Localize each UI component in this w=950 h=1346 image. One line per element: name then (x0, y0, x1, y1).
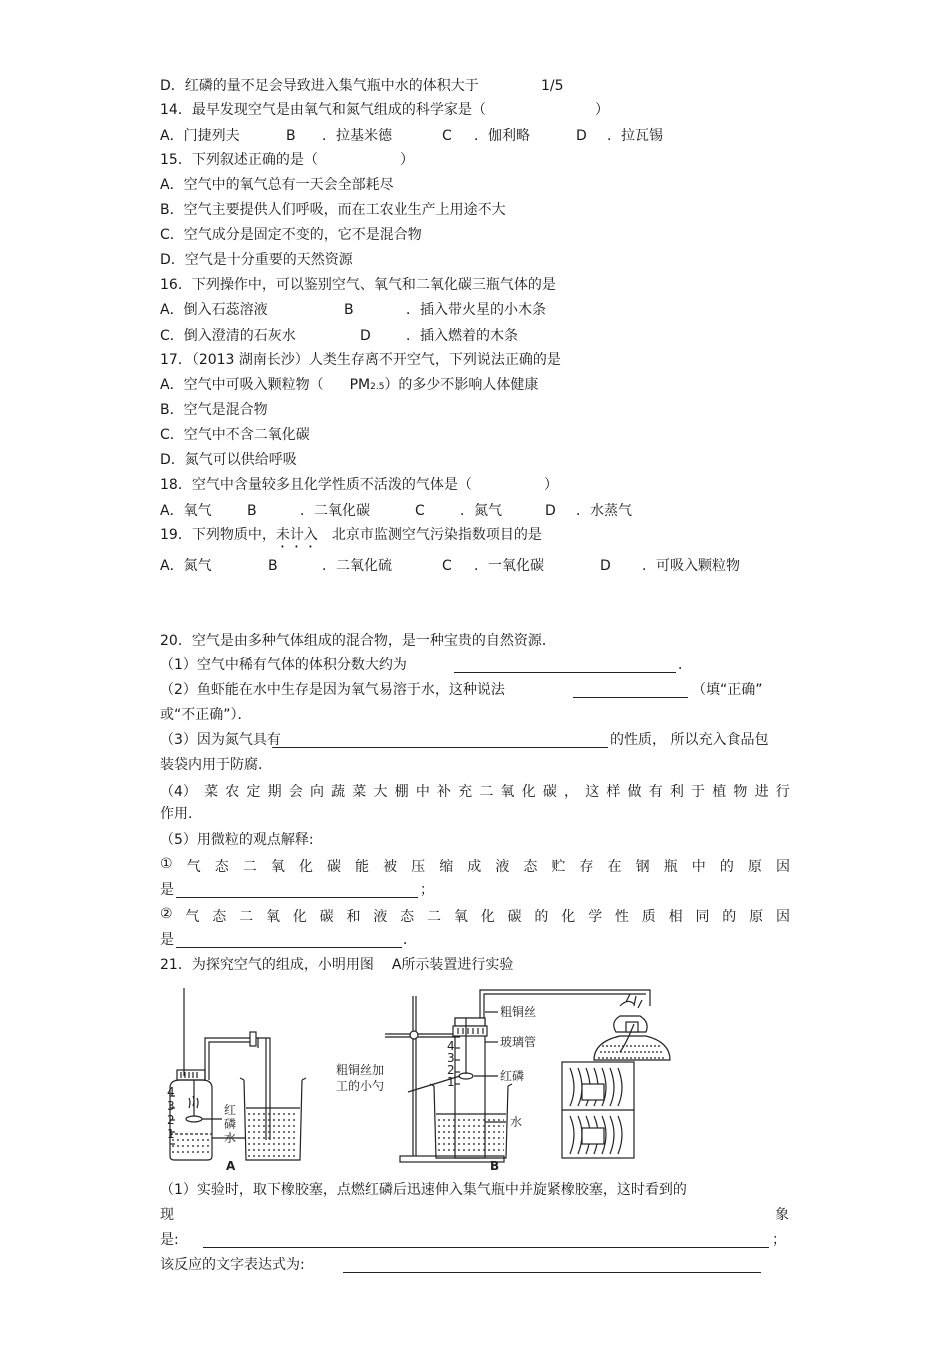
q20-part5-1-char: 的 (719, 859, 734, 875)
q20-part5-2-char: 态 (400, 909, 415, 925)
q20-part4-char: 中 (415, 784, 430, 800)
q20-part5-2-blank[interactable] (176, 947, 402, 948)
q18-stem-close: ） (544, 477, 558, 493)
q20-part4-char: 菜 (204, 784, 219, 800)
q20-part5-1-char: 气 (186, 859, 201, 875)
figure-b-spoon-label-1: 粗铜丝加 (336, 1063, 385, 1077)
q20-part4-char: 充 (458, 784, 473, 800)
q20-part5-1-char: 态 (523, 859, 538, 875)
q14-stem-close: ） (595, 102, 609, 118)
figure-b-water-label: 水 (510, 1115, 523, 1129)
figure-a-red-p-label-2: 磷 (224, 1117, 237, 1131)
q15-option-a: A．空气中的氧气总有一天会全部耗尽 (160, 177, 394, 193)
q20-part4-char: 大 (373, 784, 388, 800)
q19-option-c-text: ．一氧化碳 (474, 558, 544, 574)
q17-option-c: C．空气中不含二氧化碳 (160, 427, 310, 443)
q20-part4 (160, 781, 790, 801)
q20-part4-char: 棚 (394, 784, 409, 800)
q21-part1-end: ； (772, 1232, 786, 1248)
q20-part4-char: 会 (288, 784, 303, 800)
q20-part5-2-char: 氧 (453, 909, 468, 925)
q16-option-d-letter: D (360, 328, 371, 344)
q14-option-d-text: ．拉瓦锡 (607, 128, 663, 144)
q20-part2-end: （填“正确” (692, 682, 763, 698)
q20-part5-1 (160, 856, 790, 876)
q20-part4-char: 于 (691, 784, 706, 800)
q20-part5-1-char: 瓶 (663, 859, 678, 875)
q20-part4-char: 农 (225, 784, 240, 800)
q21-part2-blank[interactable] (343, 1272, 761, 1273)
q20-part5-1-char: 化 (298, 859, 313, 875)
q20-part4-char: 期 (267, 784, 282, 800)
q20-part4-char: 物 (733, 784, 748, 800)
q20-part5-1-char: 态 (214, 859, 229, 875)
q21-part1: （1）实验时，取下橡胶塞，点燃红磷后迅速伸入集气瓶中并旋紧橡胶塞，这时看到的 (160, 1182, 687, 1198)
q15-stem-close: ） (400, 152, 414, 168)
q14-option-b-text: ．拉基米德 (322, 128, 392, 144)
q19-option-b-letter: B (268, 558, 278, 574)
q20-part5-1-char: 中 (691, 859, 706, 875)
q20-part5-1-char: ① (160, 856, 173, 872)
q21-apparatus-figure (150, 988, 810, 1173)
q20-part5-1-char: 碳 (326, 859, 341, 875)
q20-part5-2-char: 碳 (319, 909, 334, 925)
q14-option-b-letter: B (286, 128, 296, 144)
q20-part4-char: 蔬 (331, 784, 346, 800)
q20-part4-char: 氧 (500, 784, 515, 800)
q20-part3-cont: 装袋内用于防腐. (160, 757, 263, 773)
q20-part5-2-char: 原 (749, 909, 764, 925)
q20-part5-2-char: 的 (722, 909, 737, 925)
q19-option-c-letter: C (442, 558, 452, 574)
q20-part5-1-char: 二 (242, 859, 257, 875)
figure-burner (562, 994, 670, 1158)
q21-part2: 该反应的文字表达式为: (160, 1257, 305, 1273)
q20-part5-2-char: 相 (668, 909, 683, 925)
q21-stem (160, 956, 513, 974)
q20-part1-end: ． (678, 657, 692, 673)
q20-part4-char: 做 (627, 784, 642, 800)
q17-option-a-post: ）的多少不影响人体健康 (384, 377, 539, 393)
figure-b-red-p-label: 红磷 (500, 1069, 525, 1083)
q14-option-c-text: ．伽利略 (474, 128, 530, 144)
q20-part1-blank[interactable] (454, 672, 676, 673)
q20-part3: （3）因为氮气具有 (160, 732, 281, 748)
figure-b-glass-tube-label: 玻璃管 (500, 1035, 537, 1049)
q17-option-a-sub: 2.5 (370, 382, 385, 392)
q21-stem-post: 所示装置进行实验 (401, 957, 514, 973)
q20-part5-2-char: 同 (695, 909, 710, 925)
figure-a-mark-1: 1 (167, 1127, 175, 1141)
q20-part5: （5）用微粒的观点解释: (160, 832, 314, 848)
q20-part5-2-char: 二 (427, 909, 441, 925)
q20-part5-1-char: 贮 (551, 859, 566, 875)
q20-stem: 20．空气是由多种气体组成的混合物，是一种宝贵的自然资源． (160, 633, 556, 649)
q17-option-a (160, 376, 538, 396)
q20-part5-2-char: 气 (185, 909, 200, 925)
q19-stem-pre: 19．下列物质中， (160, 527, 276, 543)
q20-part4-char: 进 (754, 784, 769, 800)
q20-part4-char: 补 (436, 784, 451, 800)
figure-b-label: B (490, 1159, 500, 1173)
q20-part5-2-char: 氧 (265, 909, 280, 925)
q20-part5-2-char: 质 (641, 909, 656, 925)
q20-part5-2-cont: 是 (160, 932, 174, 948)
q14-stem: 14．最早发现空气是由氧气和氮气组成的科学家是（ (160, 102, 486, 118)
q18-option-d-text: ．水蒸气 (576, 503, 632, 519)
q20-part1: （1）空气中稀有气体的体积分数大约为 (160, 657, 407, 673)
figure-a-beaker (202, 1078, 306, 1160)
q20-part3-blank[interactable] (272, 747, 608, 748)
q13-option-d: D．红磷的量不足会导致进入集气瓶中水的体积大于 (160, 78, 479, 94)
q14-option-d-letter: D (576, 128, 587, 144)
q20-part5-2-char: 性 (614, 909, 629, 925)
q16-stem: 16．下列操作中，可以鉴别空气、氧气和二氧化碳三瓶气体的是 (160, 277, 556, 293)
q20-part4-char: 化 (521, 784, 536, 800)
figure-a-water-label: 水 (224, 1131, 237, 1145)
figure-a-label: A (226, 1159, 236, 1173)
q16-option-d-text: ．插入燃着的木条 (406, 328, 518, 344)
q17-option-b: B．空气是混合物 (160, 402, 268, 418)
q20-part5-2-char: 和 (346, 909, 361, 925)
q21-part1-label: 是: (160, 1232, 179, 1248)
q20-part5-1-char: 存 (579, 859, 594, 875)
q20-part5-1-char: 成 (467, 859, 482, 875)
q18-option-c-letter: C (415, 503, 425, 519)
figure-b-mark-3: 3 (447, 1051, 455, 1065)
q15-stem: 15．下列叙述正确的是（ (160, 152, 318, 168)
figure-a-red-p-label-1: 红 (224, 1103, 237, 1117)
q18-option-c-text: ．氮气 (460, 503, 502, 519)
q13-option-d-fraction: 1/5 (541, 78, 564, 94)
figure-b-copper-wire-label: 粗铜丝 (500, 1005, 537, 1019)
q20-part4-char: 有 (648, 784, 663, 800)
q20-part4-char: 行 (775, 784, 790, 800)
q20-part4-char: 样 (606, 784, 621, 800)
q15-option-d: D．空气是十分重要的天然资源 (160, 252, 353, 268)
q20-part5-1-blank[interactable] (176, 897, 418, 898)
q16-option-a: A．倒入石蕊溶液 (160, 302, 268, 318)
q20-part4-char: 二 (479, 784, 494, 800)
q20-part5-2-char: 液 (373, 909, 388, 925)
q20-part4-char: 这 (585, 784, 600, 800)
q18-option-b-letter: B (247, 503, 257, 519)
q16-option-b-letter: B (344, 302, 354, 318)
q17-stem: 17．（2013 湖南长沙）人类生存离不开空气，下列说法正确的是 (160, 352, 561, 368)
q14-option-a: A．门捷列夫 (160, 128, 240, 144)
q20-part4-char: 菜 (352, 784, 367, 800)
q20-part5-1-char: 因 (775, 859, 790, 875)
figure-b-mark-1: 1 (447, 1075, 455, 1089)
q20-part5-1-char: 能 (355, 859, 369, 875)
q21-part1-blank[interactable] (203, 1247, 769, 1248)
q15-option-c: C．空气成分是固定不变的，它不是混合物 (160, 227, 422, 243)
q20-part2-cont: 或“不正确”）． (160, 707, 252, 723)
q20-part4-char: 碳 (542, 784, 557, 800)
q21-stem-pre: 21．为探究空气的组成，小明用图 (160, 957, 374, 973)
q20-part5-2-char: 化 (480, 909, 495, 925)
figure-b-mark-4: 4 (447, 1039, 455, 1053)
q19-stem-post: 北京市监测空气污染指数项目的是 (331, 527, 542, 543)
q20-part5-1-char: 钢 (635, 859, 650, 875)
q20-part2-blank[interactable] (573, 697, 688, 698)
q20-part5-2-end: ． (403, 932, 417, 948)
q20-part4-char: 植 (712, 784, 727, 800)
q19-stem-emphasis: 未计入 (275, 527, 318, 543)
q20-part5-2-char: 二 (239, 909, 254, 925)
q20-part5-1-char: 原 (747, 859, 762, 875)
q20-part5-1-char: 在 (607, 859, 622, 875)
q19-option-d-letter: D (600, 558, 611, 574)
q19-stem (160, 526, 542, 551)
q20-part5-2 (160, 906, 790, 926)
q20-part4-char: （4） (160, 784, 197, 800)
q20-part4-char: 向 (309, 784, 324, 800)
q20-part5-1-end: ； (420, 882, 434, 898)
q18-option-d-letter: D (545, 503, 556, 519)
q20-part5-1-char: 压 (411, 859, 426, 875)
q21-part1-char-a: 现 (160, 1207, 174, 1223)
q20-part5-1-char: 液 (495, 859, 510, 875)
q20-part5-1-char: 被 (383, 859, 398, 875)
q20-part5-2-char: 化 (561, 909, 576, 925)
q19-option-a: A．氮气 (160, 558, 212, 574)
q20-part4-char: 利 (669, 784, 684, 800)
figure-b-spoon-label-2: 工的小勺 (336, 1079, 385, 1093)
q18-stem: 18．空气中含量较多且化学性质不活泼的气体是（ (160, 477, 472, 493)
q20-part5-1-cont: 是 (160, 882, 174, 898)
figure-a-bottle (170, 988, 270, 1160)
q17-option-d: D．氮气可以供给呼吸 (160, 452, 297, 468)
q16-option-b-text: ．插入带火星的小木条 (406, 302, 546, 318)
q18-option-a: A．氧气 (160, 503, 212, 519)
q17-option-a-pre: A．空气中可吸入颗粒物（ (160, 377, 324, 393)
q15-option-b: B．空气主要提供人们呼吸，而在工农业生产上用途不大 (160, 202, 506, 218)
q14-option-c-letter: C (442, 128, 452, 144)
q19-option-b-text: ．二氧化硫 (322, 558, 392, 574)
q20-part5-2-char: 化 (292, 909, 307, 925)
q20-part2: （2）鱼虾能在水中生存是因为氧气易溶于水，这种说法 (160, 682, 505, 698)
q20-part5-2-char: 碳 (507, 909, 522, 925)
q20-part5-2-char: ② (160, 906, 173, 922)
q20-part4-char: 定 (246, 784, 261, 800)
figure-b-mark-2: 2 (447, 1063, 455, 1077)
q21-stem-a: A (391, 957, 402, 973)
q19-option-d-text: ．可吸入颗粒物 (642, 558, 740, 574)
q20-part5-2-char: 态 (212, 909, 227, 925)
figure-a-mark-4: 4 (167, 1085, 175, 1099)
q20-part5-2-char: 学 (588, 909, 603, 925)
q20-part5-2-char: 因 (775, 909, 790, 925)
figure-a-mark-2: 2 (167, 1113, 175, 1127)
q18-option-b-text: ．二氧化碳 (300, 503, 370, 519)
q20-part5-1-char: 缩 (439, 859, 454, 875)
q20-part5-1-char: 氧 (270, 859, 285, 875)
q20-part5-2-char: 的 (534, 909, 549, 925)
q21-part1-char-b: 象 (775, 1207, 789, 1223)
q20-part3-end: 的性质， 所以充入食品包 (610, 732, 769, 748)
q17-option-a-pm: PM (349, 377, 371, 393)
figure-a-mark-3: 3 (167, 1099, 175, 1113)
q20-part4-char: ， (564, 784, 579, 800)
q16-option-c: C．倒入澄清的石灰水 (160, 328, 296, 344)
q20-part4-cont: 作用. (160, 806, 193, 822)
